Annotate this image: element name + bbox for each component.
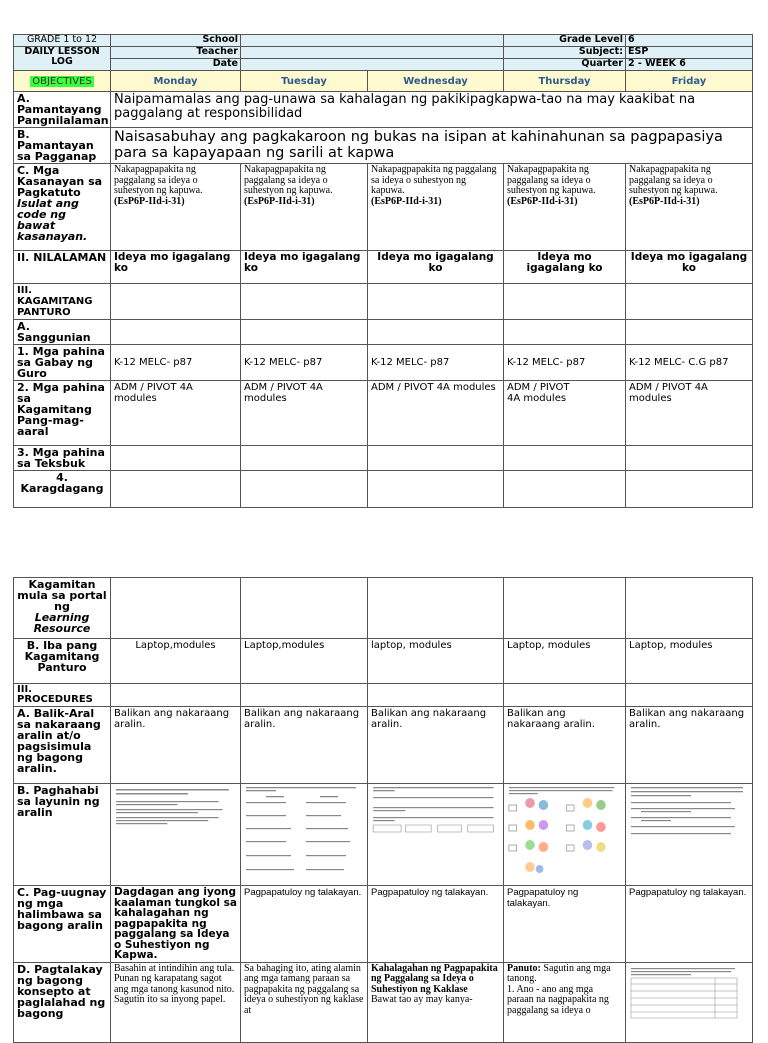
pag-uugnay-wednesday <box>368 886 504 963</box>
teksbuk-wednesday <box>368 446 504 471</box>
day-header-monday <box>111 71 241 92</box>
row-label-kasanayan <box>14 164 111 251</box>
row-label-paghahabi <box>14 784 111 886</box>
row-label-kagamitang-panturo <box>14 284 111 320</box>
paghahabi-monday <box>111 784 241 886</box>
sanggunian-thursday <box>504 320 626 345</box>
kagpang-tuesday <box>241 381 368 446</box>
nilalaman-tuesday <box>241 251 368 284</box>
iba-text: Laptop, modules <box>629 640 713 651</box>
kagpang-text: ADM / PIVOT 4A modules <box>507 382 570 404</box>
kagamitang-friday <box>626 284 753 320</box>
row-a-content <box>111 92 753 128</box>
date-label: Date <box>212 58 238 69</box>
balik-wednesday <box>368 707 504 784</box>
kagpang-wednesday <box>368 381 504 446</box>
kagamitang-thursday <box>504 284 626 320</box>
karagdagang-tuesday <box>241 471 368 508</box>
nilalaman-text: Ideya mo igagalang ko <box>114 251 231 274</box>
paghahabi-wednesday <box>368 784 504 886</box>
karagdagang-monday <box>111 471 241 508</box>
school-label-cell <box>111 35 241 47</box>
row-c-label: C. Mga Kasanayan sa Pagkatuto <box>17 164 103 199</box>
subject-value-cell <box>626 47 753 59</box>
pagtalakay-text: Sa bahaging ito, ating alamin ang mga tamang paraan sa pagpapakita ng paggalang sa ideya o suhestiyon ng kaklase at <box>244 962 364 1016</box>
balik-tuesday <box>241 707 368 784</box>
balik-text: Balikan ang nakaraang aralin. <box>244 708 360 730</box>
kagpang-friday <box>626 381 753 446</box>
log-title-cell <box>14 47 111 71</box>
iba-text: Laptop,modules <box>135 640 216 651</box>
quarter-label: Quarter <box>581 58 623 69</box>
row-label-teksbuk <box>14 446 111 471</box>
grade-level-label-cell <box>504 35 626 47</box>
kasanayan-code: (EsP6P-IId-i-31) <box>114 195 185 207</box>
balik-thursday <box>504 707 626 784</box>
iba-tuesday <box>241 639 368 684</box>
teksbuk-friday <box>626 446 753 471</box>
sanggunian-monday <box>111 320 241 345</box>
kagpang-text: ADM / PIVOT 4A modules <box>629 382 708 404</box>
pagtalakay-label: D. Pagtalakay ng bagong konsepto at paglalahad ng bagong <box>17 962 106 1020</box>
row-b-label: B. Pamantayan sa Pagganap <box>17 128 97 163</box>
day-header-wednesday <box>368 71 504 92</box>
row-a-label: A. Pamantayang Pangnilalaman <box>17 92 109 127</box>
wednesday-label: Wednesday <box>403 75 468 87</box>
pag-uugnay-friday <box>626 886 753 963</box>
grade-level-value-cell <box>626 35 753 47</box>
worksheet-thumbnail <box>629 964 749 1022</box>
nilalaman-text: Ideya mo igagalang ko <box>244 251 361 274</box>
kasanayan-code: (EsP6P-IId-i-31) <box>371 195 442 207</box>
subject-label-cell <box>504 47 626 59</box>
kasanayan-text: Nakapagpapakita ng paggalang sa ideya o suhestyon ng kapuwa. <box>114 164 203 196</box>
balik-text: Balikan ang nakaraang aralin. <box>371 708 487 730</box>
teacher-field[interactable] <box>241 47 504 59</box>
pag-uugnay-text: Pagpapatuloy ng talakayan. <box>507 887 579 909</box>
gabay-text: K-12 MELC- p87 <box>507 357 586 368</box>
school-field[interactable] <box>241 35 504 47</box>
karagdagang-label: 4. Karagdagang <box>20 471 104 495</box>
balik-label: A. Balik-Aral sa nakaraang aralin at/o pagsisimula ng bagong aralin. <box>17 707 101 775</box>
kagamitang-label: III. KAGAMITANG PANTURO <box>17 285 93 318</box>
gabay-text: K-12 MELC- p87 <box>244 357 323 368</box>
kagamitang-monday <box>111 284 241 320</box>
balik-monday <box>111 707 241 784</box>
gabay-monday <box>111 345 241 381</box>
iba-thursday <box>504 639 626 684</box>
proc-thursday <box>504 684 626 707</box>
row-c-wednesday <box>368 164 504 251</box>
iba-friday <box>626 639 753 684</box>
teksbuk-monday <box>111 446 241 471</box>
kasanayan-code: (EsP6P-IId-i-31) <box>629 195 700 207</box>
pag-uugnay-tuesday <box>241 886 368 963</box>
nilalaman-label: II. NILALAMAN <box>17 251 107 264</box>
grade-title: GRADE 1 to 12 <box>26 34 98 45</box>
row-b-text: Naisasabuhay ang pagkakaroon ng bukas na isipan at kahinahunan sa pagpapasiya para sa kapayapaan ng sarili at kapwa <box>114 129 723 161</box>
pagtalakay-text: Bawat tao ay may kanya- <box>371 994 473 1005</box>
iba-label: B. Iba pang Kagamitang Panturo <box>24 639 100 674</box>
lr-label-italic: Learning Resource <box>33 611 91 635</box>
kasanayan-text: Nakapagpapakita ng paggalang sa ideya o suhestyon ng kapuwa. <box>507 164 596 196</box>
kagamitang-tuesday <box>241 284 368 320</box>
procedures-label: III. PROCEDURES <box>17 684 93 705</box>
grade-title-cell <box>14 35 111 47</box>
row-label-nilalaman <box>14 251 111 284</box>
kagpang-text: ADM / PIVOT 4A modules <box>371 382 496 393</box>
thursday-label: Thursday <box>538 75 591 87</box>
pag-uugnay-text: Dagdagan ang iyong kaalaman tungkol sa kahalagahan ng pagpapakita ng paggalang sa Ideya o Suhestiyon ng Kapwa. <box>114 886 237 961</box>
quarter-value: 2 - WEEK 6 <box>628 58 686 69</box>
paghahabi-thursday <box>504 784 626 886</box>
nilalaman-text: Ideya mo igagalang ko <box>630 251 748 274</box>
gabay-tuesday <box>241 345 368 381</box>
date-field[interactable] <box>241 59 504 71</box>
kasanayan-text: Nakapagpapakita ng paggalang sa ideya o suhestyon ng kapuwa. <box>244 164 333 196</box>
kagamitang-wednesday <box>368 284 504 320</box>
lesson-log-table-page-1 <box>13 34 753 508</box>
balik-text: Balikan ang nakaraang aralin. <box>114 708 230 730</box>
kagpang-text: ADM / PIVOT 4A modules <box>244 382 323 404</box>
day-header-thursday <box>504 71 626 92</box>
kagpang-text: ADM / PIVOT 4A modules <box>114 382 193 404</box>
school-label: School <box>202 34 238 45</box>
row-label-pamantayang-pangnilalaman <box>14 92 111 128</box>
balik-text: Balikan ang nakaraang aralin. <box>507 708 595 730</box>
pag-uugnay-monday <box>111 886 241 963</box>
panuto-label: Panuto: <box>507 962 541 974</box>
lr-label: Kagamitan mula sa portal ng <box>17 578 107 613</box>
day-header-tuesday <box>241 71 368 92</box>
karagdagang-thursday <box>504 471 626 508</box>
worksheet-thumbnail <box>371 785 500 881</box>
row-label-pamantayan-sa-pagganap <box>14 128 111 164</box>
kagpang-monday <box>111 381 241 446</box>
worksheet-thumbnail <box>244 785 364 881</box>
pagtalakay-title: Kahalagahan ng Pagpapakita ng Paggalang sa Ideya o Suhestiyon ng Kaklase <box>371 962 498 995</box>
iba-monday <box>111 639 241 684</box>
sanggunian-tuesday <box>241 320 368 345</box>
kasanayan-code: (EsP6P-IId-i-31) <box>507 195 578 207</box>
day-header-friday <box>626 71 753 92</box>
iba-text: laptop, modules <box>371 640 452 651</box>
row-c-friday <box>626 164 753 251</box>
proc-friday <box>626 684 753 707</box>
monday-label: Monday <box>153 75 198 87</box>
row-label-learning-resource <box>14 578 111 639</box>
balik-text: Balikan ang nakaraang aralin. <box>629 708 745 730</box>
subject-value: ESP <box>628 46 649 57</box>
objectives-header <box>14 71 111 92</box>
grade-level-value: 6 <box>628 34 635 45</box>
kasanayan-text: Nakapagpapakita ng paggalang sa ideya o suhestyon ng kapuwa. <box>371 164 497 196</box>
pagtalakay-text: 1. Ano - ano ang mga paraan na nagpapakita ng paggalang sa ideya o <box>507 983 609 1016</box>
pagtalakay-wednesday <box>368 962 504 1042</box>
balik-friday <box>626 707 753 784</box>
teacher-label-cell <box>111 47 241 59</box>
gabay-friday <box>626 345 753 381</box>
gabay-label: 1. Mga pahina sa Gabay ng Guro <box>17 345 105 380</box>
row-label-iba-pang-kagamitang <box>14 639 111 684</box>
date-label-cell <box>111 59 241 71</box>
gabay-wednesday <box>368 345 504 381</box>
nilalaman-thursday <box>504 251 626 284</box>
row-label-gabay-ng-guro <box>14 345 111 381</box>
pag-uugnay-text: Pagpapatuloy ng talakayan. <box>244 887 362 898</box>
paghahabi-label: B. Paghahabi sa layunin ng aralin <box>17 784 100 819</box>
pagtalakay-friday <box>626 962 753 1042</box>
kagpang-thursday <box>504 381 626 446</box>
proc-monday <box>111 684 241 707</box>
iba-text: Laptop,modules <box>244 640 325 651</box>
nilalaman-monday <box>111 251 241 284</box>
log-title: DAILY LESSON LOG <box>24 46 100 67</box>
paghahabi-friday <box>626 784 753 886</box>
lr-tuesday <box>241 578 368 639</box>
row-c-label-note: Isulat ang code ng bawat kasanayan. <box>17 197 88 243</box>
row-c-thursday <box>504 164 626 251</box>
kasanayan-code: (EsP6P-IId-i-31) <box>244 195 315 207</box>
teksbuk-thursday <box>504 446 626 471</box>
lr-thursday <box>504 578 626 639</box>
tuesday-label: Tuesday <box>281 75 327 87</box>
row-b-content <box>111 128 753 164</box>
teksbuk-tuesday <box>241 446 368 471</box>
worksheet-thumbnail <box>629 785 749 881</box>
teacher-label: Teacher <box>196 46 238 57</box>
pagtalakay-thursday <box>504 962 626 1042</box>
lr-wednesday <box>368 578 504 639</box>
nilalaman-friday <box>626 251 753 284</box>
row-c-monday <box>111 164 241 251</box>
worksheet-thumbnail <box>507 785 622 881</box>
worksheet-thumbnail <box>114 785 237 881</box>
quarter-value-cell <box>626 59 753 71</box>
paghahabi-tuesday <box>241 784 368 886</box>
kagpang-label: 2. Mga pahina sa Kagamitang Pang-mag-aaral <box>17 381 105 438</box>
pag-uugnay-thursday <box>504 886 626 963</box>
quarter-label-cell <box>504 59 626 71</box>
panuto-text: Sagutin ang mga tanong. <box>507 962 611 984</box>
iba-wednesday <box>368 639 504 684</box>
kasanayan-text: Nakapagpapakita ng paggalang sa ideya o suhestyon ng kapuwa. <box>629 164 718 196</box>
row-c-tuesday <box>241 164 368 251</box>
teksbuk-label: 3. Mga pahina sa Teksbuk <box>17 446 105 470</box>
row-label-sanggunian <box>14 320 111 345</box>
proc-wednesday <box>368 684 504 707</box>
row-label-balik-aral <box>14 707 111 784</box>
gabay-text: K-12 MELC- p87 <box>114 357 193 368</box>
friday-label: Friday <box>671 75 707 87</box>
row-a-text: Naipamamalas ang pag-unawa sa kahalagan ng pakikipagkapwa-tao na may kaakibat na paggalang at responsibilidad <box>114 92 696 121</box>
pag-uugnay-text: Pagpapatuloy ng talakayan. <box>371 887 489 898</box>
sanggunian-wednesday <box>368 320 504 345</box>
row-label-pag-uugnay <box>14 886 111 963</box>
row-label-procedures <box>14 684 111 707</box>
gabay-text: K-12 MELC- p87 <box>371 357 450 368</box>
iba-text: Laptop, modules <box>507 640 591 651</box>
subject-label: Subject: <box>578 46 623 57</box>
proc-tuesday <box>241 684 368 707</box>
pag-uugnay-text: Pagpapatuloy ng talakayan. <box>629 887 747 898</box>
gabay-text: K-12 MELC- C.G p87 <box>629 357 729 368</box>
objectives-label: OBJECTIVES <box>32 75 92 87</box>
pag-uugnay-label: C. Pag-uugnay ng mga halimbawa sa bagong aralin <box>17 886 107 932</box>
lr-friday <box>626 578 753 639</box>
row-label-karagdagang <box>14 471 111 508</box>
sanggunian-friday <box>626 320 753 345</box>
lr-monday <box>111 578 241 639</box>
sanggunian-label: A. Sanggunian <box>17 320 91 344</box>
nilalaman-text: Ideya mo igagalang ko <box>526 251 603 274</box>
lesson-log-table-page-2 <box>13 577 753 1043</box>
karagdagang-friday <box>626 471 753 508</box>
pagtalakay-tuesday <box>241 962 368 1042</box>
grade-level-label: Grade Level <box>559 34 623 45</box>
karagdagang-wednesday <box>368 471 504 508</box>
pagtalakay-text: Basahin at intindihin ang tula. Punan ng karapatang sagot ang mga tanong kasunod nito. Sagutin ito sa inyong papel. <box>114 962 235 1005</box>
pagtalakay-monday <box>111 962 241 1042</box>
nilalaman-text: Ideya mo igagalang ko <box>377 251 494 274</box>
nilalaman-wednesday <box>368 251 504 284</box>
row-label-pagtalakay <box>14 962 111 1042</box>
row-label-kagamitang-pang-mag-aaral <box>14 381 111 446</box>
gabay-thursday <box>504 345 626 381</box>
